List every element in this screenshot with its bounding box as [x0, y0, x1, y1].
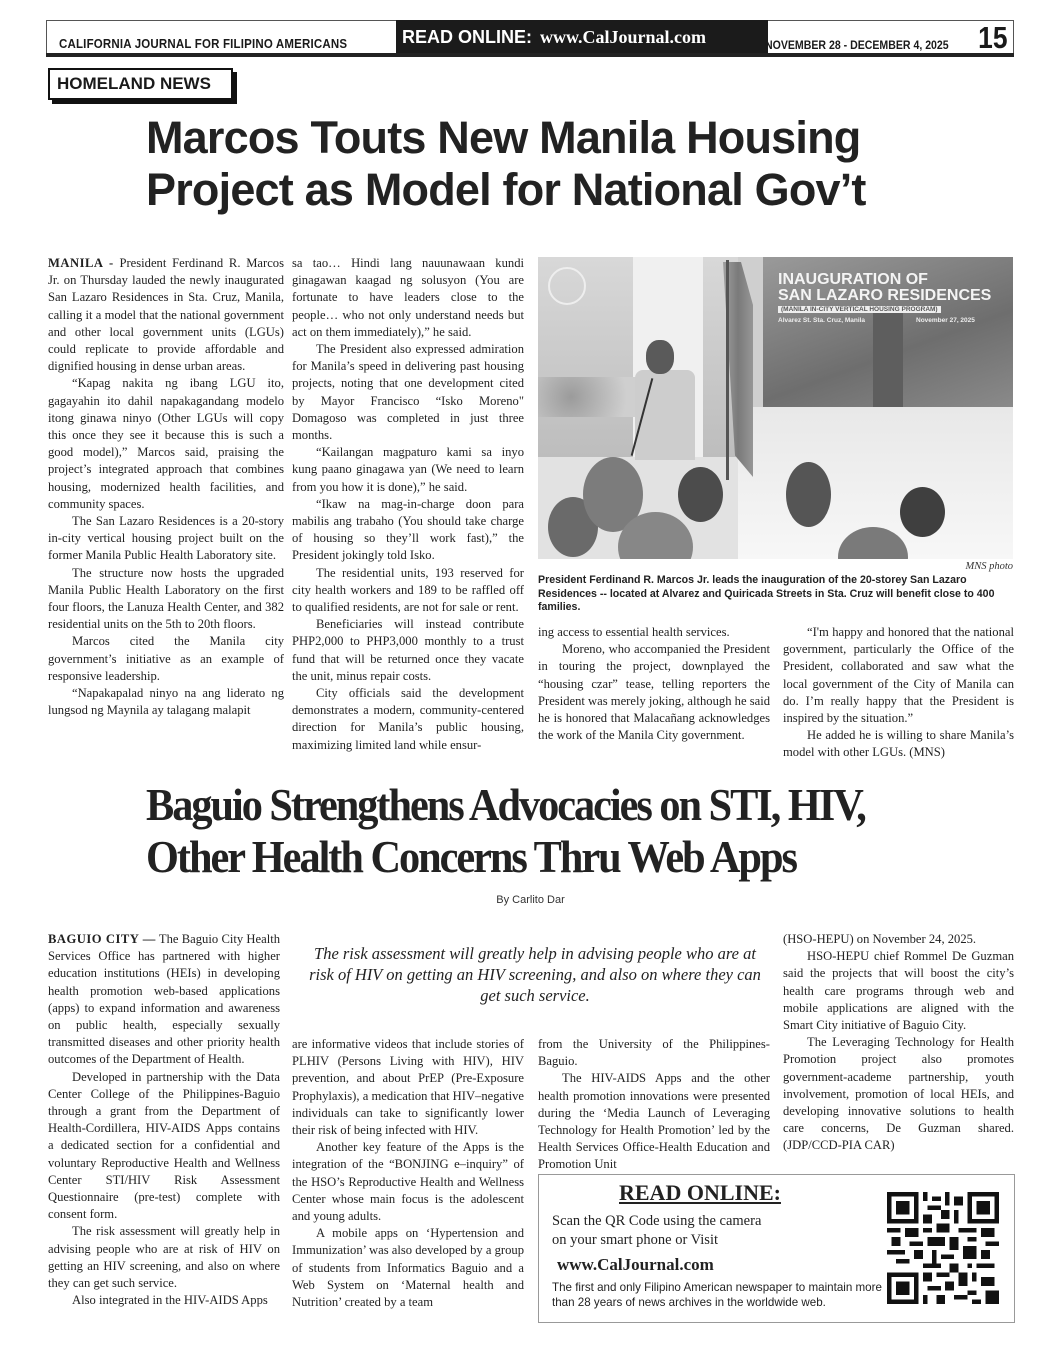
paragraph: from the University of the Philippines-Baguio.	[538, 1037, 770, 1069]
article2-column-2	[292, 1036, 524, 1311]
paragraph: HSO-HEPU chief Rommel De Guzman said the projects that will boost the city’s health care programs through web and mobile applications are aligned with the Smart City initiative of Baguio City.	[783, 949, 1014, 1033]
qr-code-icon[interactable]	[887, 1191, 999, 1305]
audience-member	[786, 462, 831, 527]
article2-lead-paragraph	[48, 931, 280, 1069]
paragraph: City officials said the development demonstrates a modern, community-centered direction for Manila’s public housing, maximizing limited land while ensur-	[292, 686, 524, 752]
issue-date: NOVEMBER 28 - DECEMBER 4, 2025	[765, 38, 949, 52]
article2-column-1	[48, 931, 280, 1309]
audience-member	[678, 467, 723, 522]
article1-dateline: MANILA -	[48, 256, 114, 270]
banner-text: INAUGURATION OF	[778, 271, 928, 288]
article1-column-1	[48, 255, 284, 719]
paragraph: ing access to essential health services.	[538, 625, 730, 639]
paragraph: Marcos cited the Manila city government’s initiative as an example of responsive leadership.	[48, 634, 284, 683]
paragraph: sa tao… Hindi lang nauunawaan kundi ginagawan kaagad ng solusyon (You are fortunate to have leaders close to the people… who not only understand needs but act on them immediately),” he said.	[292, 256, 524, 339]
paragraph: Another key feature of the Apps is the integration of the “BONJING e–inquiry” of the HSO’s Reproductive Health and Wellness Center whose main focus is the adolescent and young adults.	[292, 1140, 524, 1224]
paragraph: (HSO-HEPU) on November 24, 2025.	[783, 932, 977, 946]
paragraph: He added he is willing to share Manila’s model with other LGUs. (MNS)	[783, 728, 1014, 760]
pull-quote: The risk assessment will greatly help in advising people who are at risk of HIV on getting an HIV screening, and also on where they can get such service.	[309, 944, 761, 1005]
masthead	[46, 20, 1014, 53]
article1-column-3	[538, 624, 770, 744]
banner-text: SAN LAZARO RESIDENCES	[778, 287, 992, 304]
paragraph: The risk assessment will greatly help in advising people who are at risk of HIV on getting an HIV screening, and also on where they can get such service.	[48, 1224, 280, 1291]
paragraph-text: The Baguio City Health Services Office has partnered with higher education institutions (HEIs) in developing health promotion web-based applications (apps) to expand information and awareness on public health, especially sexually transmitted diseases and other priority health outcomes of the Department of Health.	[48, 932, 281, 1067]
paragraph-text: President Ferdinand R. Marcos Jr. on Thursday lauded the newly inaugurated San Lazaro Residences in Sta. Cruz, Manila, calling it a model that the national government and other local government units (LGUs) could replicate to provide affordable and dignified housing in dense urban areas.	[48, 256, 284, 374]
article2-column-4	[783, 931, 1014, 1155]
paragraph: A mobile apps on ‘Hypertension and Immunization’ was also developed by a group of students from Informatics Baguio and a Web System on ‘Maternal health and Nutrition’ created by a team	[292, 1226, 524, 1310]
read-online-link[interactable]: www.CalJournal.com	[557, 1255, 714, 1274]
article2-headline-line2: Other Health Concerns Thru Web Apps	[146, 831, 796, 882]
paragraph: Developed in partnership with the Data Center College of the Philippines-Baguio through a grant from the Department of Health-Cordillera, HIV-AIDS Apps contains a dedicated section for a confidential and voluntary Reproductive Health and Wellness Center STI/HIV Risk Assessment Questionnaire (pre-test) complete with consent form.	[48, 1069, 280, 1222]
article1-lead-paragraph	[48, 255, 284, 375]
article1-headline-line1: Marcos Touts New Manila Housing	[146, 112, 861, 163]
paragraph: The President also expressed admiration for Manila’s speed in delivering past housing projects, noting that one development cited by Mayor Francisco “Isko Moreno" Domagoso was completed in just three months.	[292, 342, 524, 443]
article1-headline	[146, 112, 1006, 216]
paragraph: “Kapag nakita ng ibang LGU ito, gagayahin ito dahil napakagandang modelo itong ginawa ninyo (Other LGUs will copy this once they see it because this is such a good model),” Marcos said, praising the project’s integrated approach that combines housing, modernized health facilities, and community spaces.	[48, 376, 284, 511]
paragraph: “I'm happy and honored that the national government, particularly the Office of the President, collaborated and saw what the local government of the City of Manila can do. I’m really happy that the President is inspired by the situation.”	[783, 625, 1014, 726]
article2-headline	[146, 779, 937, 883]
speaker	[635, 370, 695, 460]
paragraph: Also integrated in the HIV-AIDS Apps	[72, 1293, 268, 1308]
section-tag: HOMELAND NEWS	[48, 68, 233, 100]
paragraph: The structure now hosts the upgraded Manila Public Health Laboratory on the first four floors, the Lanuza Health Center, and 382 residential units on the 5th to 20th floors.	[48, 565, 284, 632]
banner-date: November 27, 2025	[916, 317, 975, 324]
read-online-title: READ ONLINE:	[619, 1180, 781, 1205]
paragraph: The San Lazaro Residences is a 20-story in-city vertical housing project built on the former Manila Public Health Laboratory site.	[48, 514, 284, 563]
paragraph: The residential units, 193 reserved for city health workers and 189 to be raffled off to qualified residents, are not for sale or rent.	[292, 565, 524, 615]
paragraph: “Ikaw na mag-in-charge doon para mabilis ang trabaho (You should take charge of housing so they’ll work fast),” the President jokingly told Isko.	[292, 496, 524, 563]
photo-credit: MNS photo	[965, 561, 1013, 572]
read-online-banner[interactable]	[396, 20, 768, 54]
article2-dateline: BAGUIO CITY —	[48, 932, 156, 946]
article2-headline-line1: Baguio Strengthens Advocacies on STI, HIV,	[146, 779, 865, 830]
read-online-instruction: on your smart phone or Visit	[552, 1232, 718, 1248]
audience-member	[900, 487, 945, 537]
masthead-divider	[46, 53, 1014, 57]
page-number: 15	[977, 20, 1007, 55]
read-online-description: The first and only Filipino American newspaper to maintain more than 28 years of news archives in the worldwide web.	[552, 1281, 882, 1309]
logo-watermark-icon	[548, 267, 586, 305]
read-online-url[interactable]: www.CalJournal.com	[540, 26, 706, 47]
article2-byline: By Carlito Dar	[496, 894, 565, 906]
article2-column-3	[538, 1036, 770, 1174]
paragraph: The Leveraging Technology for Health Promotion project also promotes government-academe partnership, youth involvement, promotion of local HEIs, and developing innovative solutions to health care concerns, De Guzman shared. (JDP/CCD-PIA CAR)	[783, 1035, 1014, 1153]
article1-headline-line2: Project as Model for National Gov’t	[146, 164, 866, 215]
paragraph: Beneficiaries will instead contribute PHP2,000 to PHP3,000 monthly to a trust fund that will be returned once they vacate the unit, minus repair costs.	[292, 617, 524, 683]
paragraph: “Kailangan magpaturo kami sa inyo kung paano ginagawa yan (We need to learn from you how it is done),” he said.	[292, 445, 524, 494]
read-online-instruction: Scan the QR Code using the camera	[552, 1213, 762, 1229]
banner-subtitle: (MANILA IN-CITY VERTICAL HOUSING PROGRAM)	[778, 306, 941, 313]
banner-location: Alvarez St. Sta. Cruz, Manila	[778, 317, 866, 324]
article1-column-4	[783, 624, 1014, 762]
photo-caption: President Ferdinand R. Marcos Jr. leads the inauguration of the 20-storey San Lazaro Residences -- located at Alvarez and Quiricada Streets in Sta. Cruz will benefit close to 400 families.	[538, 574, 995, 613]
article1-photo	[538, 257, 1013, 559]
paragraph: The HIV-AIDS Apps and the other health promotion innovations were presented during the ‘Media Launch of Leveraging Technology for Health Promotion’ led by the Health Services Office-Health Education and Promotion Unit	[538, 1071, 770, 1172]
article1-column-2	[292, 255, 524, 754]
read-online-ad	[538, 1174, 1015, 1323]
publication-name: CALIFORNIA JOURNAL FOR FILIPINO AMERICANS	[59, 37, 348, 51]
paragraph: are informative videos that include stories of PLHIV (Persons Living with HIV), HIV prevention, and about PrEP (Pre-Exposure Prophylaxis), a medication that HIV–negative individuals can take to significantly lower their risk of being infected with HIV.	[292, 1037, 524, 1138]
paragraph: Moreno, who accompanied the President in touring the project, downplayed the “housing czar” tease, telling reporters the President was merely joking, although he said he is honored that Malacañang acknowledges the work of the Manila City government.	[538, 642, 770, 743]
read-online-label: READ ONLINE:	[402, 26, 532, 47]
paragraph: “Napakapalad ninyo na ang liderato ng lungsod ng Maynila ay talagang malapit	[48, 686, 284, 718]
